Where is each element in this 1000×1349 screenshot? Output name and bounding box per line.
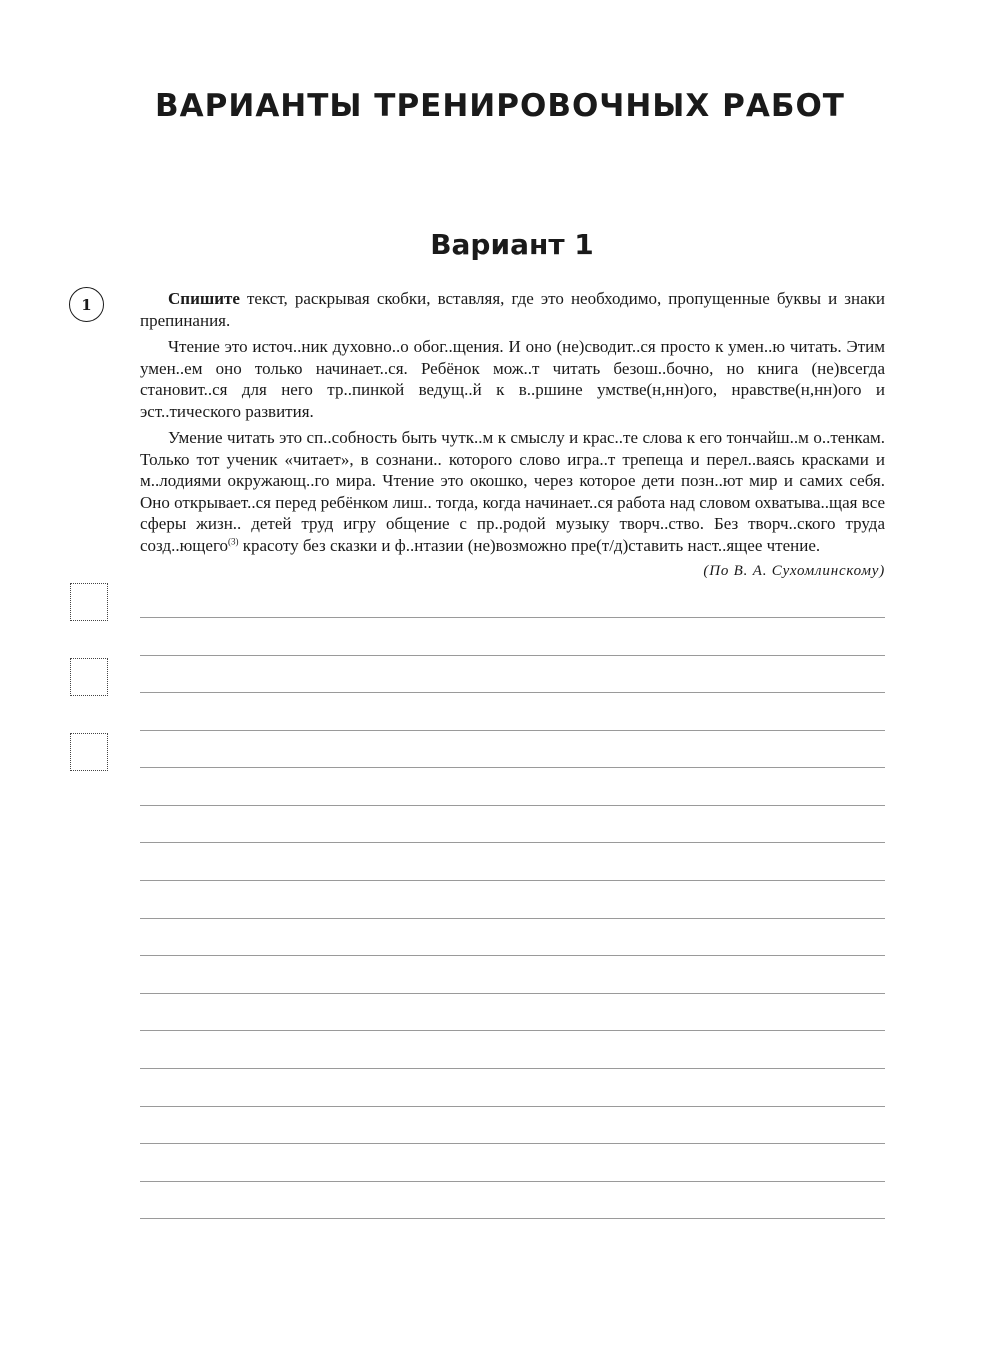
instruction-text: текст, раскрывая скобки, вставляя, где это необходимо, пропущенные буквы и знаки препинания. bbox=[140, 289, 885, 330]
page-title: ВАРИАНТЫ ТРЕНИРОВОЧНЫХ РАБОТ bbox=[155, 88, 845, 124]
answer-line[interactable] bbox=[140, 842, 885, 843]
answer-line[interactable] bbox=[140, 805, 885, 806]
answer-line[interactable] bbox=[140, 617, 885, 618]
answer-line[interactable] bbox=[140, 955, 885, 956]
task-number-badge bbox=[69, 287, 104, 322]
task-instruction bbox=[140, 288, 885, 331]
task-body bbox=[140, 288, 885, 583]
answer-line[interactable] bbox=[140, 1143, 885, 1144]
instruction-keyword: Спишите bbox=[168, 289, 240, 308]
score-box-3[interactable] bbox=[70, 733, 108, 771]
score-box-1[interactable] bbox=[70, 583, 108, 621]
answer-line[interactable] bbox=[140, 1181, 885, 1182]
paragraph-2-text-start: Умение читать это сп..собность быть чутк..м к смыслу и крас..те слова к его тончайш..м о..тенкам. Только тот ученик «читает», в сознани.. которого слово игра..т трепеща и перел..ваясь красками и м..лодиями окружающ..го мира. Чтение это окошко, через которое дети позн..ют мир и самих себя. Оно открывает..ся перед ребёнком лиш.. тогда, когда начинает..ся работа над словом охватыва..щая все сферы жизн.. детей труд игру общение с пр..родой музыку творч..ство. Без творч..ского труда созд..ющего bbox=[140, 428, 885, 555]
score-box-2[interactable] bbox=[70, 658, 108, 696]
answer-line[interactable] bbox=[140, 1218, 885, 1219]
answer-line[interactable] bbox=[140, 655, 885, 656]
answer-line[interactable] bbox=[140, 767, 885, 768]
answer-line[interactable] bbox=[140, 918, 885, 919]
answer-line[interactable] bbox=[140, 692, 885, 693]
paragraph-2-text-end: красоту без сказки и ф..нтазии (не)возможно пре(т/д)ставить наст..ящее чтение. bbox=[238, 535, 821, 555]
text-source: (По В. А. Сухомлинскому) bbox=[703, 563, 885, 579]
answer-line[interactable] bbox=[140, 1030, 885, 1031]
answer-line[interactable] bbox=[140, 1106, 885, 1107]
text-paragraph-1: Чтение это источ..ник духовно..о обог..щения. И оно (не)сводит..ся просто к умен..ю читать. Этим умен..ем оно только начинает..ся. Ребёнок мож..т читать безош..бочно, но книга (не)всегда становит..ся для него тр..пинкой ведущ..й к в..ршине умстве(н,нн)ого, нравстве(н,нн)ого и эст..тического развития. bbox=[140, 337, 885, 421]
answer-line[interactable] bbox=[140, 730, 885, 731]
text-paragraph-2 bbox=[140, 427, 885, 556]
task-number: 1 bbox=[81, 295, 92, 314]
answer-line[interactable] bbox=[140, 880, 885, 881]
answer-line[interactable] bbox=[140, 993, 885, 994]
footnote-marker: (3) bbox=[228, 535, 239, 546]
answer-line[interactable] bbox=[140, 1068, 885, 1069]
variant-title: Вариант 1 bbox=[430, 228, 594, 261]
